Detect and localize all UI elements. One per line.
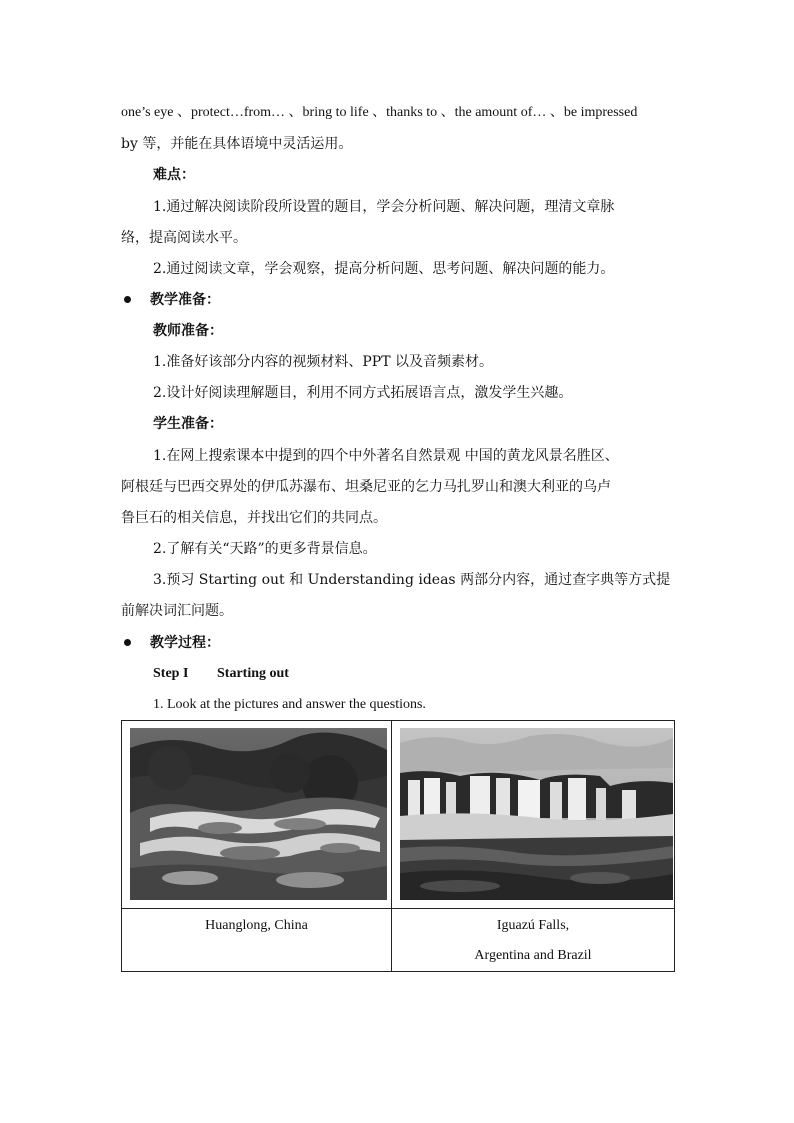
iguazu-caption-line-2: Argentina and Brazil [474,948,592,963]
step-name: Starting out [217,666,289,681]
question-instruction: 1. Look at the pictures and answer the questions. [153,697,426,712]
huanglong-caption-cell [122,909,392,972]
huanglong-caption: Huanglong, China [205,918,308,933]
difficulty-2: 2.通过阅读文章，学会观察，提高分析问题、思考问题、解决问题的能力。 [153,261,615,277]
teacher-prep-1: 1.准备好该部分内容的视频材料、PPT 以及音频素材。 [153,354,493,370]
heading-teaching-process: 教学过程： [150,635,220,651]
step-label: Step I [153,666,189,681]
pictures-table [121,720,675,972]
heading-teaching-preparation: 教学准备： [150,292,220,308]
student-prep-2: 2.了解有关“天路”的更多背景信息。 [153,541,377,557]
bullet-icon [124,639,131,646]
student-prep-1-line-1: 1.在网上搜索课本中提到的四个中外著名自然景观 中国的黄龙风景名胜区、 [153,448,619,464]
student-prep-3-line-2: 前解决词汇问题。 [121,603,233,619]
student-prep-3-line-1: 3.预习 Starting out 和 Understanding ideas 两部分内容，通过查字典等方式提 [153,572,671,588]
heading-teacher-preparation: 教师准备： [153,323,223,339]
line-objectives-vocab: one’s eye 、protect…from… 、bring to life 、thanks to 、the amount of… 、be impressed [121,105,638,120]
huanglong-photo [130,728,387,900]
teacher-prep-2: 2.设计好阅读理解题目，利用不同方式拓展语言点，激发学生兴趣。 [153,385,573,401]
student-prep-1-line-2: 阿根廷与巴西交界处的伊瓜苏瀑布、坦桑尼亚的乞力马扎罗山和澳大利亚的乌卢 [121,479,611,495]
difficulty-1-line-1: 1.通过解决阅读阶段所设置的题目，学会分析问题、解决问题，理清文章脉 [153,199,615,215]
iguazu-caption-cell [392,909,675,972]
heading-difficulties: 难点： [153,167,195,183]
student-prep-1-line-3: 鲁巨石的相关信息，并找出它们的共同点。 [121,510,387,526]
difficulty-1-line-2: 络，提高阅读水平。 [121,230,247,246]
heading-student-preparation: 学生准备： [153,416,223,432]
iguazu-photo-cell [392,721,675,909]
iguazu-caption-line-1: Iguazú Falls, [496,918,570,933]
line-objectives-usage: by 等，并能在具体语境中灵活运用。 [121,136,353,152]
iguazu-photo [400,728,673,900]
bullet-icon [124,296,131,303]
huanglong-photo-cell [122,721,392,909]
